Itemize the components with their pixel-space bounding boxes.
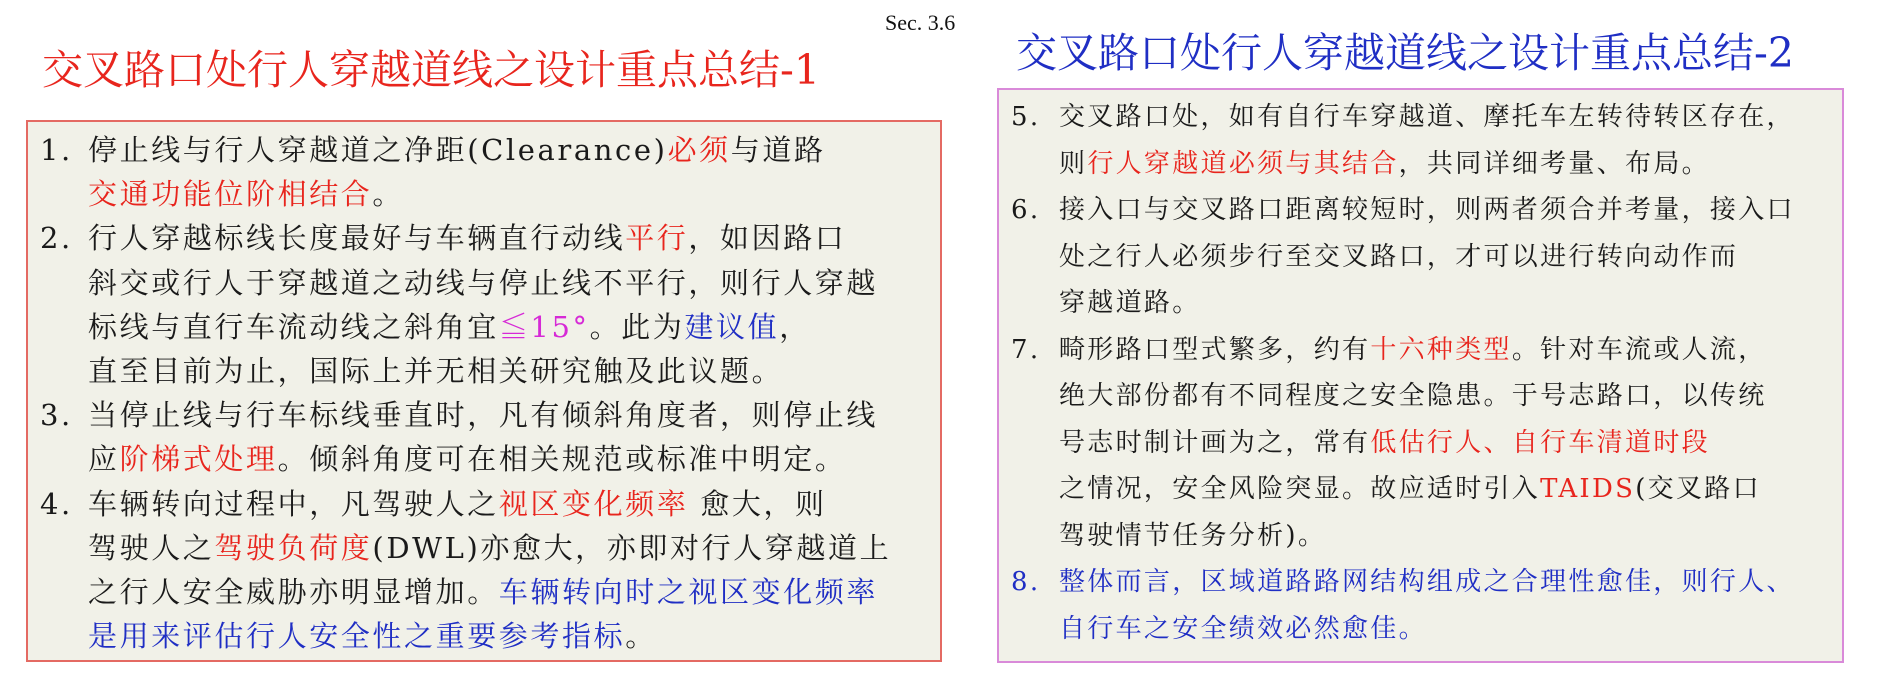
item-text: 行人穿越标线长度最好与车辆直行动线 bbox=[88, 221, 626, 256]
highlight-red: 交通功能位阶相结合 bbox=[88, 177, 373, 212]
highlight-red: 十六种类型 bbox=[1370, 334, 1512, 365]
item-text: 停止线与行人穿越道之净距(Clearance) bbox=[88, 133, 668, 167]
item-line bbox=[1059, 420, 1834, 467]
list-item-2 bbox=[36, 216, 932, 393]
item-number: 8. bbox=[1011, 567, 1041, 597]
list-item-6 bbox=[1007, 187, 1834, 327]
summary-panel-left bbox=[26, 120, 942, 662]
item-text: 号志时制计画为之，常有 bbox=[1059, 427, 1371, 458]
highlight-blue: 车辆转向时之视区变化频率 bbox=[498, 575, 879, 610]
item-number: 2. bbox=[40, 221, 73, 256]
highlight-red: 视区变化频率 bbox=[498, 486, 689, 521]
item-line bbox=[88, 570, 932, 614]
item-text: 畸形路口型式繁多，约有 bbox=[1059, 334, 1371, 365]
highlight-blue: 建议值 bbox=[684, 309, 780, 344]
item-number: 6. bbox=[1011, 195, 1041, 225]
highlight-red: 阶梯式处理 bbox=[119, 442, 278, 477]
slide-title-left: 交叉路口处行人穿越道线之设计重点总结-1 bbox=[42, 46, 820, 94]
list-item-8 bbox=[1007, 559, 1834, 652]
item-text: 标线与直行车流动线之斜角宜 bbox=[88, 309, 499, 344]
highlight-red: 必须 bbox=[667, 133, 731, 167]
item-text: 驾驶人之 bbox=[88, 530, 215, 565]
item-number: 3. bbox=[40, 398, 73, 433]
item-text: 。 bbox=[625, 619, 657, 654]
item-text: 。此为 bbox=[589, 309, 685, 344]
item-number: 1. bbox=[40, 133, 73, 167]
item-line bbox=[1059, 141, 1834, 188]
item-text: 之行人安全威胁亦明显增加。 bbox=[88, 575, 499, 610]
item-line bbox=[88, 216, 932, 260]
item-text: 。针对车流或人流， bbox=[1511, 334, 1767, 365]
summary-list-right bbox=[1007, 94, 1834, 652]
item-line: 整体而言，区域道路路网结构组成之合理性愈佳，则行人、 bbox=[1059, 567, 1795, 597]
item-line bbox=[1059, 327, 1834, 374]
item-line bbox=[88, 614, 932, 658]
list-item-7 bbox=[1007, 327, 1834, 560]
item-text: 车辆转向过程中，凡驾驶人之 bbox=[88, 486, 499, 521]
item-line: 驾驶情节任务分析)。 bbox=[1059, 520, 1327, 551]
item-number: 5. bbox=[1011, 102, 1041, 132]
highlight-red: 驾驶负荷度 bbox=[214, 530, 373, 565]
item-line: 交叉路口处，如有自行车穿越道、摩托车左转待转区存在， bbox=[1059, 102, 1795, 132]
item-text: 则 bbox=[1059, 148, 1088, 179]
item-line: 接入口与交叉路口距离较短时，则两者须合并考量，接入口 bbox=[1059, 195, 1795, 225]
list-item-5 bbox=[1007, 94, 1834, 187]
item-text: 愈大，则 bbox=[688, 486, 827, 521]
item-text: 应 bbox=[88, 442, 120, 477]
item-line: 斜交或行人于穿越道之动线与停止线不平行，则行人穿越 bbox=[88, 265, 879, 300]
item-text: ， bbox=[779, 309, 811, 344]
item-line bbox=[88, 437, 932, 481]
item-line: 当停止线与行车标线垂直时，凡有倾斜角度者，则停止线 bbox=[88, 398, 879, 433]
slide-title-right: 交叉路口处行人穿越道线之设计重点总结-2 bbox=[1016, 29, 1794, 77]
item-text: 之情况，安全风险突显。故应适时引入 bbox=[1059, 474, 1541, 504]
item-line bbox=[88, 172, 932, 216]
list-item-4 bbox=[36, 482, 932, 659]
item-text: (交叉路口 bbox=[1635, 474, 1761, 504]
item-line bbox=[88, 526, 932, 570]
highlight-red: 行人穿越道必须与其结合 bbox=[1087, 148, 1399, 179]
item-line: 直至目前为止，国际上并无相关研究触及此议题。 bbox=[88, 354, 784, 389]
item-number: 7. bbox=[1011, 334, 1041, 365]
item-line: 自行车之安全绩效必然愈佳。 bbox=[1059, 613, 1427, 644]
item-text: 。 bbox=[372, 177, 405, 212]
summary-panel-right bbox=[997, 88, 1844, 663]
item-text: (DWL)亦愈大，亦即对行人穿越道上 bbox=[372, 530, 892, 565]
list-item-1 bbox=[36, 128, 932, 216]
item-text: ，如因路口 bbox=[688, 221, 847, 256]
highlight-red: 平行 bbox=[625, 221, 689, 256]
item-number: 4. bbox=[40, 486, 73, 521]
item-line bbox=[88, 128, 932, 172]
item-text: 与道路 bbox=[730, 133, 826, 167]
list-item-3 bbox=[36, 393, 932, 481]
section-label: Sec. 3.6 bbox=[885, 10, 956, 35]
summary-list-left bbox=[36, 128, 932, 658]
item-text: 。倾斜角度可在相关规范或标准中明定。 bbox=[277, 442, 847, 477]
item-line: 穿越道路。 bbox=[1059, 288, 1201, 318]
highlight-red: 低估行人、自行车清道时段 bbox=[1370, 427, 1710, 458]
highlight-red: TAIDS bbox=[1540, 474, 1636, 504]
highlight-blue: 是用来评估行人安全性之重要参考指标 bbox=[88, 619, 626, 654]
item-line bbox=[88, 482, 932, 526]
highlight-magenta: ≦15° bbox=[498, 309, 590, 344]
item-text: ，共同详细考量、布局。 bbox=[1398, 148, 1710, 179]
item-line bbox=[88, 305, 932, 349]
item-line: 绝大部份都有不同程度之安全隐患。于号志路口，以传统 bbox=[1059, 381, 1767, 411]
item-line: 处之行人必须步行至交叉路口，才可以进行转向动作而 bbox=[1059, 241, 1739, 272]
item-line bbox=[1059, 466, 1834, 513]
